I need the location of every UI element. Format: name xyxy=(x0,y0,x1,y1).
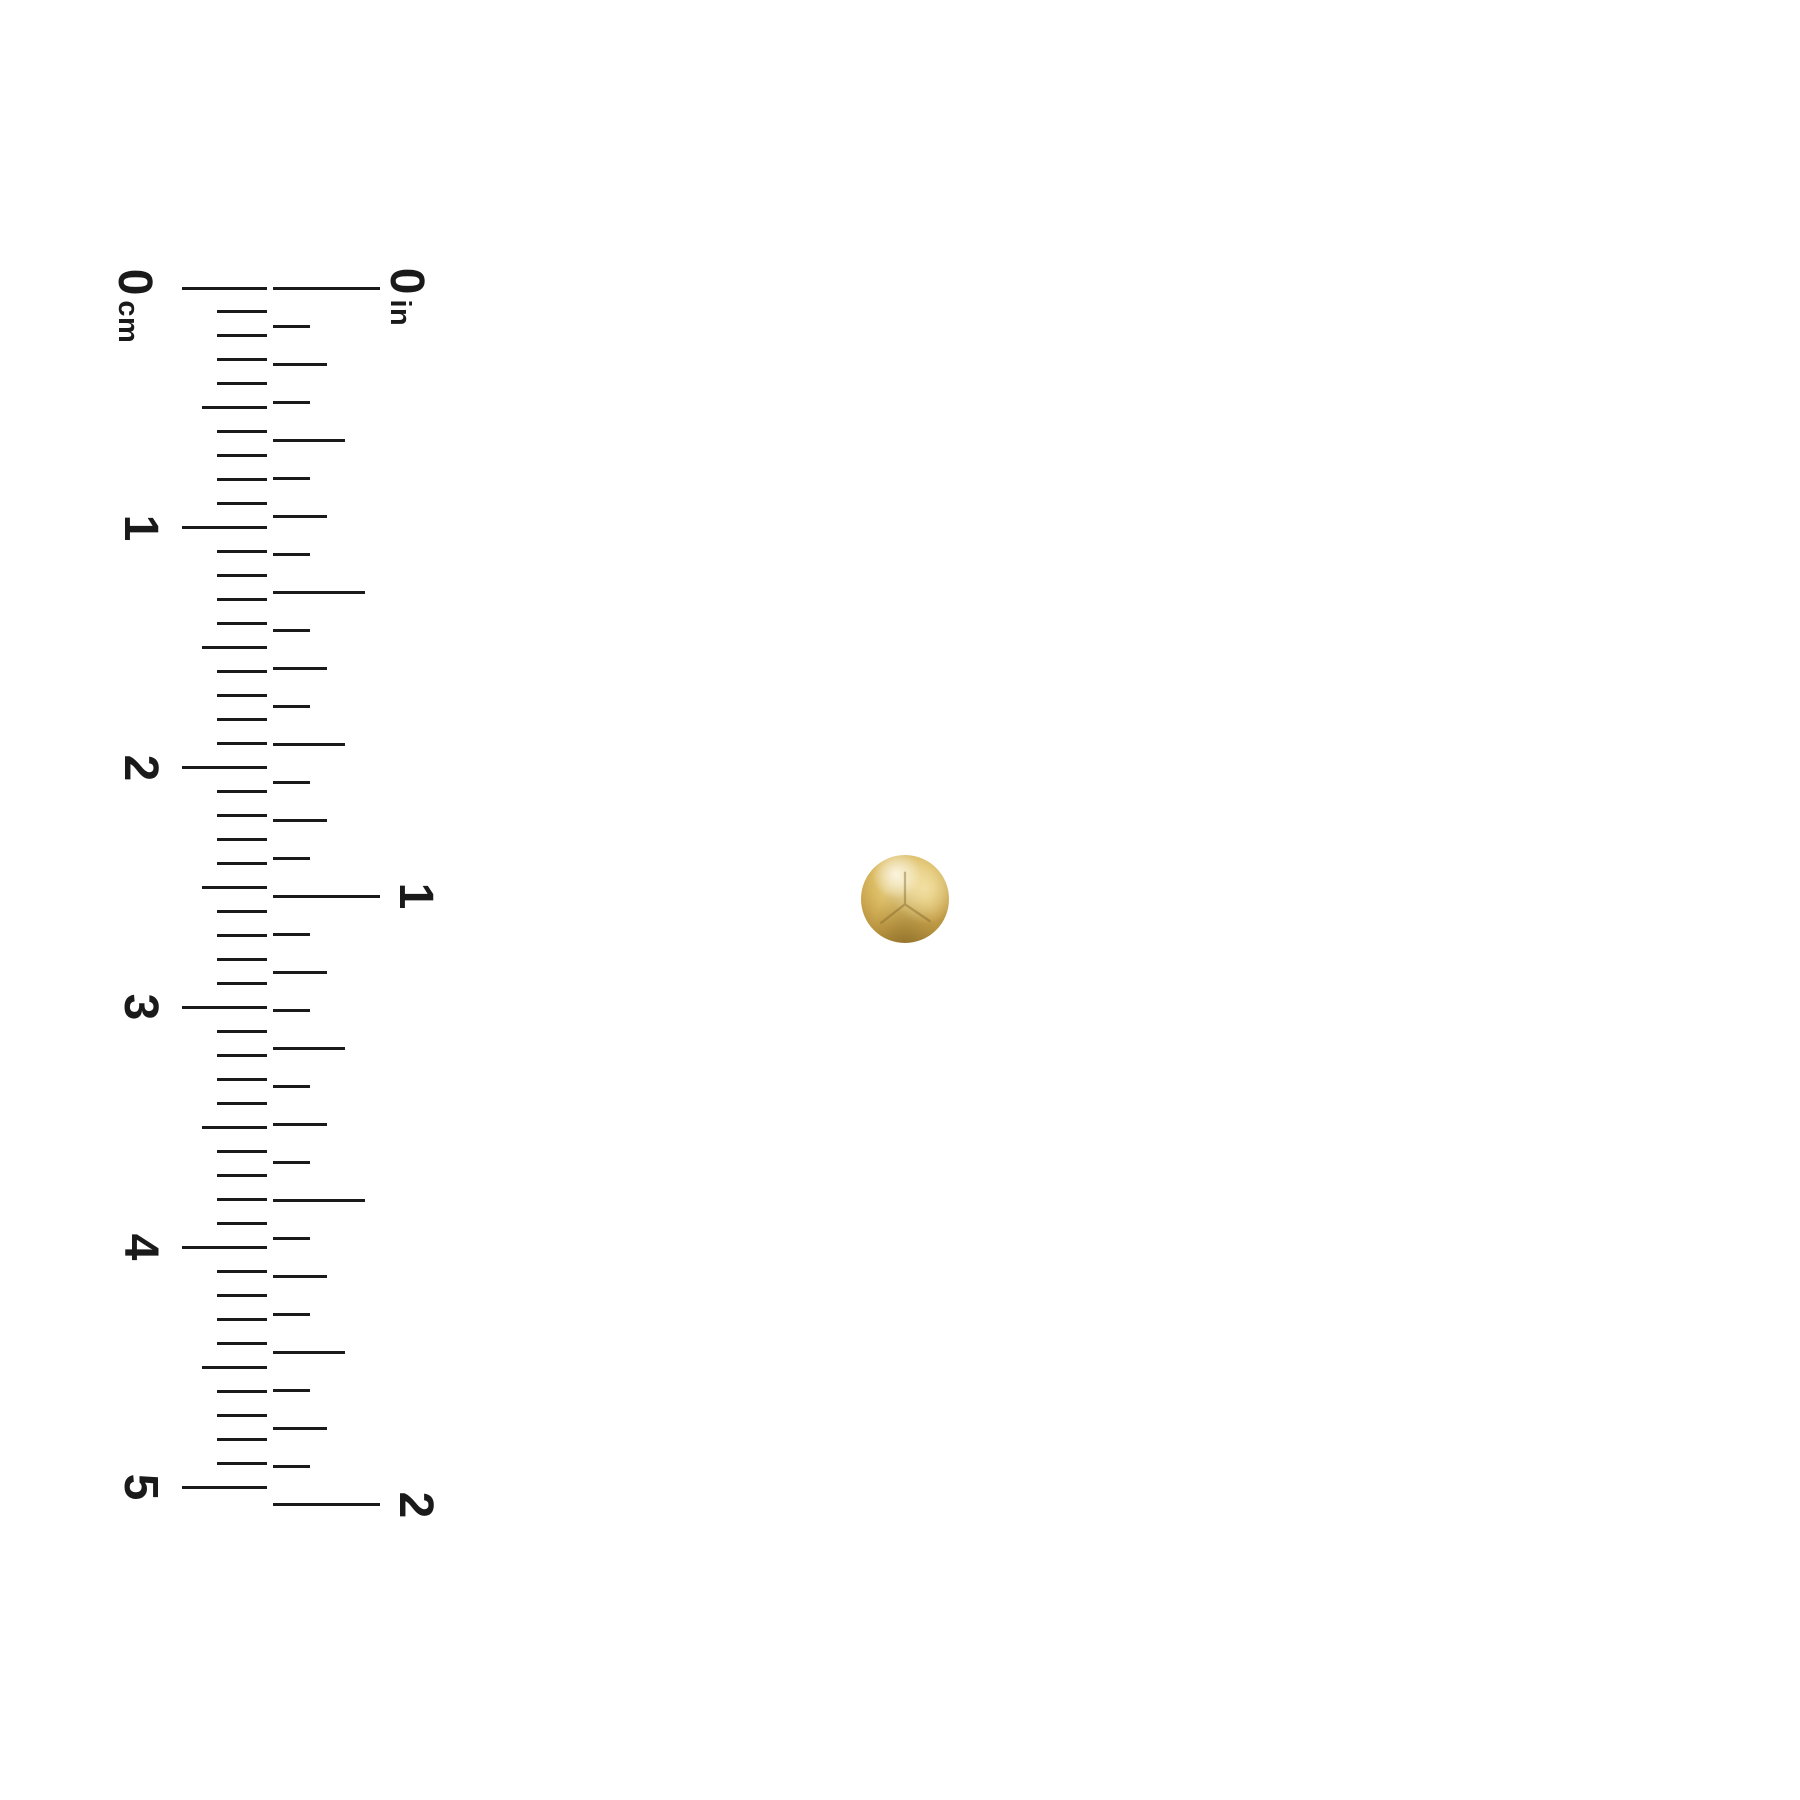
inch-tick xyxy=(273,743,345,746)
inch-tick xyxy=(273,553,310,556)
cm-tick xyxy=(217,454,267,457)
cm-tick xyxy=(202,1126,267,1129)
inch-tick xyxy=(273,971,327,974)
cm-tick xyxy=(217,334,267,337)
inch-tick xyxy=(273,1465,310,1468)
cm-tick xyxy=(217,1438,267,1441)
cm-tick xyxy=(217,550,267,553)
ball-reflection-seams xyxy=(861,855,949,943)
inch-tick xyxy=(273,819,327,822)
cm-tick xyxy=(202,646,267,649)
cm-tick xyxy=(182,1246,267,1249)
inch-tick xyxy=(273,591,365,594)
inch-tick xyxy=(273,705,310,708)
cm-tick xyxy=(217,382,267,385)
cm-tick xyxy=(217,1174,267,1177)
inch-tick xyxy=(273,1123,327,1126)
inch-zero-label xyxy=(380,267,433,327)
cm-tick xyxy=(202,886,267,889)
inch-tick xyxy=(273,1313,310,1316)
inch-tick xyxy=(273,1275,327,1278)
cm-tick xyxy=(217,1198,267,1201)
inch-tick xyxy=(273,781,310,784)
cm-tick xyxy=(217,1294,267,1297)
cm-tick xyxy=(217,934,267,937)
cm-zero-label xyxy=(108,268,161,344)
cm-tick xyxy=(217,430,267,433)
cm-tick xyxy=(217,1342,267,1345)
gold-ball-stud xyxy=(861,855,949,943)
cm-tick xyxy=(217,838,267,841)
inch-tick xyxy=(273,363,327,366)
cm-tick xyxy=(217,1390,267,1393)
cm-label: 4 xyxy=(114,1233,167,1261)
cm-tick xyxy=(217,1150,267,1153)
cm-label: 3 xyxy=(114,994,167,1021)
inch-tick xyxy=(273,1427,327,1430)
inch-tick xyxy=(273,857,310,860)
cm-label: 1 xyxy=(114,514,167,542)
cm-tick xyxy=(217,742,267,745)
cm-tick xyxy=(182,526,267,529)
cm-tick xyxy=(202,1366,267,1369)
inch-tick xyxy=(273,401,310,404)
inch-tick xyxy=(273,629,310,632)
inch-tick xyxy=(273,1085,310,1088)
cm-tick xyxy=(217,1318,267,1321)
cm-label: 5 xyxy=(114,1473,167,1501)
inch-tick xyxy=(273,325,310,328)
cm-unit-label: cm xyxy=(112,300,144,344)
cm-tick xyxy=(182,287,267,290)
cm-tick xyxy=(182,1006,267,1009)
cm-tick xyxy=(217,1078,267,1081)
cm-tick xyxy=(217,1270,267,1273)
cm-tick xyxy=(217,910,267,913)
inch-tick xyxy=(273,1161,310,1164)
inch-unit-label: in xyxy=(384,299,416,327)
inch-tick xyxy=(273,1389,310,1392)
inch-tick xyxy=(273,933,310,936)
inch-tick xyxy=(273,895,380,898)
cm-tick xyxy=(217,862,267,865)
cm-tick xyxy=(182,766,267,769)
inch-tick xyxy=(273,439,345,442)
cm-tick xyxy=(217,622,267,625)
inch-tick xyxy=(273,1047,345,1050)
cm-tick xyxy=(217,958,267,961)
inch-label: 2 xyxy=(389,1491,442,1519)
inch-tick xyxy=(273,515,327,518)
cm-tick xyxy=(217,574,267,577)
cm-tick xyxy=(217,358,267,361)
inch-tick xyxy=(273,477,310,480)
inch-tick xyxy=(273,1237,310,1240)
inch-tick xyxy=(273,667,327,670)
inch-label: 1 xyxy=(389,883,442,910)
cm-tick xyxy=(217,1030,267,1033)
inch-tick xyxy=(273,287,380,290)
cm-tick xyxy=(217,310,267,313)
inch-tick xyxy=(273,1351,345,1354)
cm-label: 2 xyxy=(114,754,167,781)
cm-tick xyxy=(217,1414,267,1417)
cm-tick xyxy=(182,1486,267,1489)
cm-tick xyxy=(217,1462,267,1465)
inch-tick xyxy=(273,1503,380,1506)
cm-tick xyxy=(217,670,267,673)
cm-tick xyxy=(202,406,267,409)
cm-tick xyxy=(217,1222,267,1225)
cm-tick xyxy=(217,478,267,481)
cm-tick xyxy=(217,982,267,985)
inch-zero-digit: 0 xyxy=(380,267,433,295)
cm-tick xyxy=(217,814,267,817)
cm-tick xyxy=(217,1054,267,1057)
cm-zero-digit: 0 xyxy=(108,268,161,296)
cm-tick xyxy=(217,718,267,721)
cm-tick xyxy=(217,694,267,697)
cm-tick xyxy=(217,598,267,601)
cm-tick xyxy=(217,502,267,505)
cm-tick xyxy=(217,1102,267,1105)
inch-tick xyxy=(273,1199,365,1202)
cm-tick xyxy=(217,790,267,793)
inch-tick xyxy=(273,1009,310,1012)
